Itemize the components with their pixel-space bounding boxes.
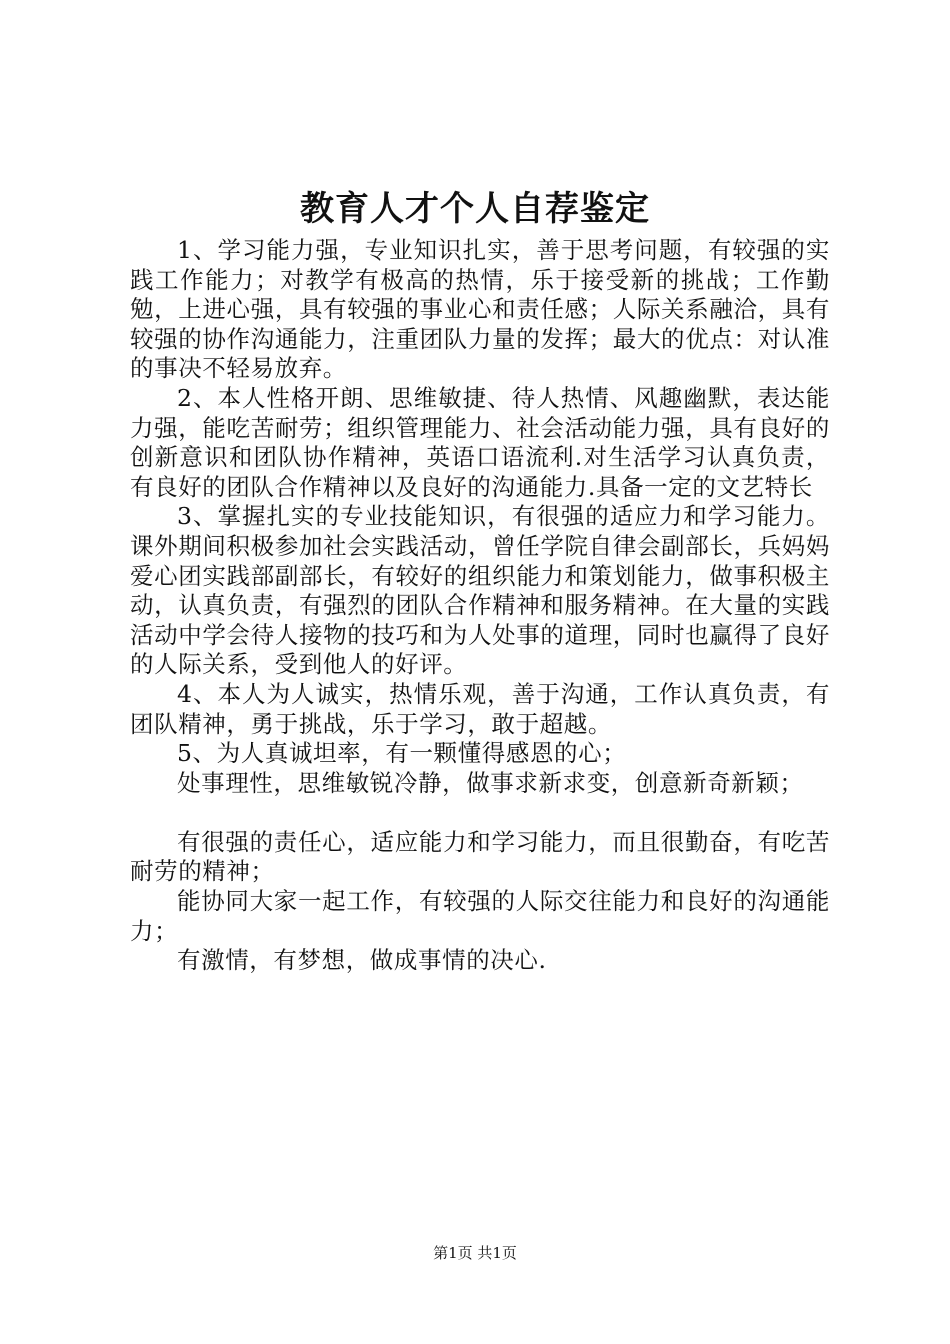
paragraph-2: 2、本人性格开朗、思维敏捷、待人热情、风趣幽默，表达能力强，能吃苦耐劳；组织管理能力、社会活动能力强，具有良好的创新意识和团队协作精神，英语口语流利.对生活学习认真负责，有良好的团队合作精神以及良好的沟通能力.具备一定的文艺特长 (130, 383, 830, 501)
document-title: 教育人才个人自荐鉴定 (300, 189, 650, 229)
paragraph-5: 5、为人真诚坦率，有一颗懂得感恩的心； (177, 739, 627, 768)
paragraph-8: 能协同大家一起工作，有较强的人际交往能力和良好的沟通能力； (130, 887, 830, 945)
paragraph-7: 有很强的责任心，适应能力和学习能力，而且很勤奋，有吃苦耐劳的精神； (130, 827, 830, 886)
paragraph-1: 1、学习能力强，专业知识扎实，善于思考问题，有较强的实践工作能力；对教学有极高的热情，乐于接受新的挑战；工作勤勉，上进心强，具有较强的事业心和责任感；人际关系融洽，具有较强的协作沟通能力，注重团队力量的发挥；最大的优点：对认准的事决不轻易放弃。 (130, 236, 830, 383)
blank-line (130, 798, 830, 828)
paragraph-4: 4、本人为人诚实，热情乐观，善于沟通，工作认真负责，有团队精神，勇于挑战，乐于学习，敢于超越。 (130, 679, 830, 738)
paragraph-3: 3、掌握扎实的专业技能知识，有很强的适应力和学习能力。课外期间积极参加社会实践活动，曾任学院自律会副部长，兵妈妈爱心团实践部副部长，有较好的组织能力和策划能力，做事积极主动，认真负责，有强烈的团队合作精神和服务精神。在大量的实践活动中学会待人接物的技巧和为人处事的道理，同时也赢得了良好的人际关系，受到他人的好评。 (130, 502, 830, 679)
paragraph-9: 有激情，有梦想，做成事情的决心. (177, 946, 547, 975)
document-body (130, 236, 830, 976)
page-footer: 第1页 共1页 (433, 1244, 517, 1262)
paragraph-6: 处事理性，思维敏锐冷静，做事求新求变，创意新奇新颖； (177, 768, 804, 797)
